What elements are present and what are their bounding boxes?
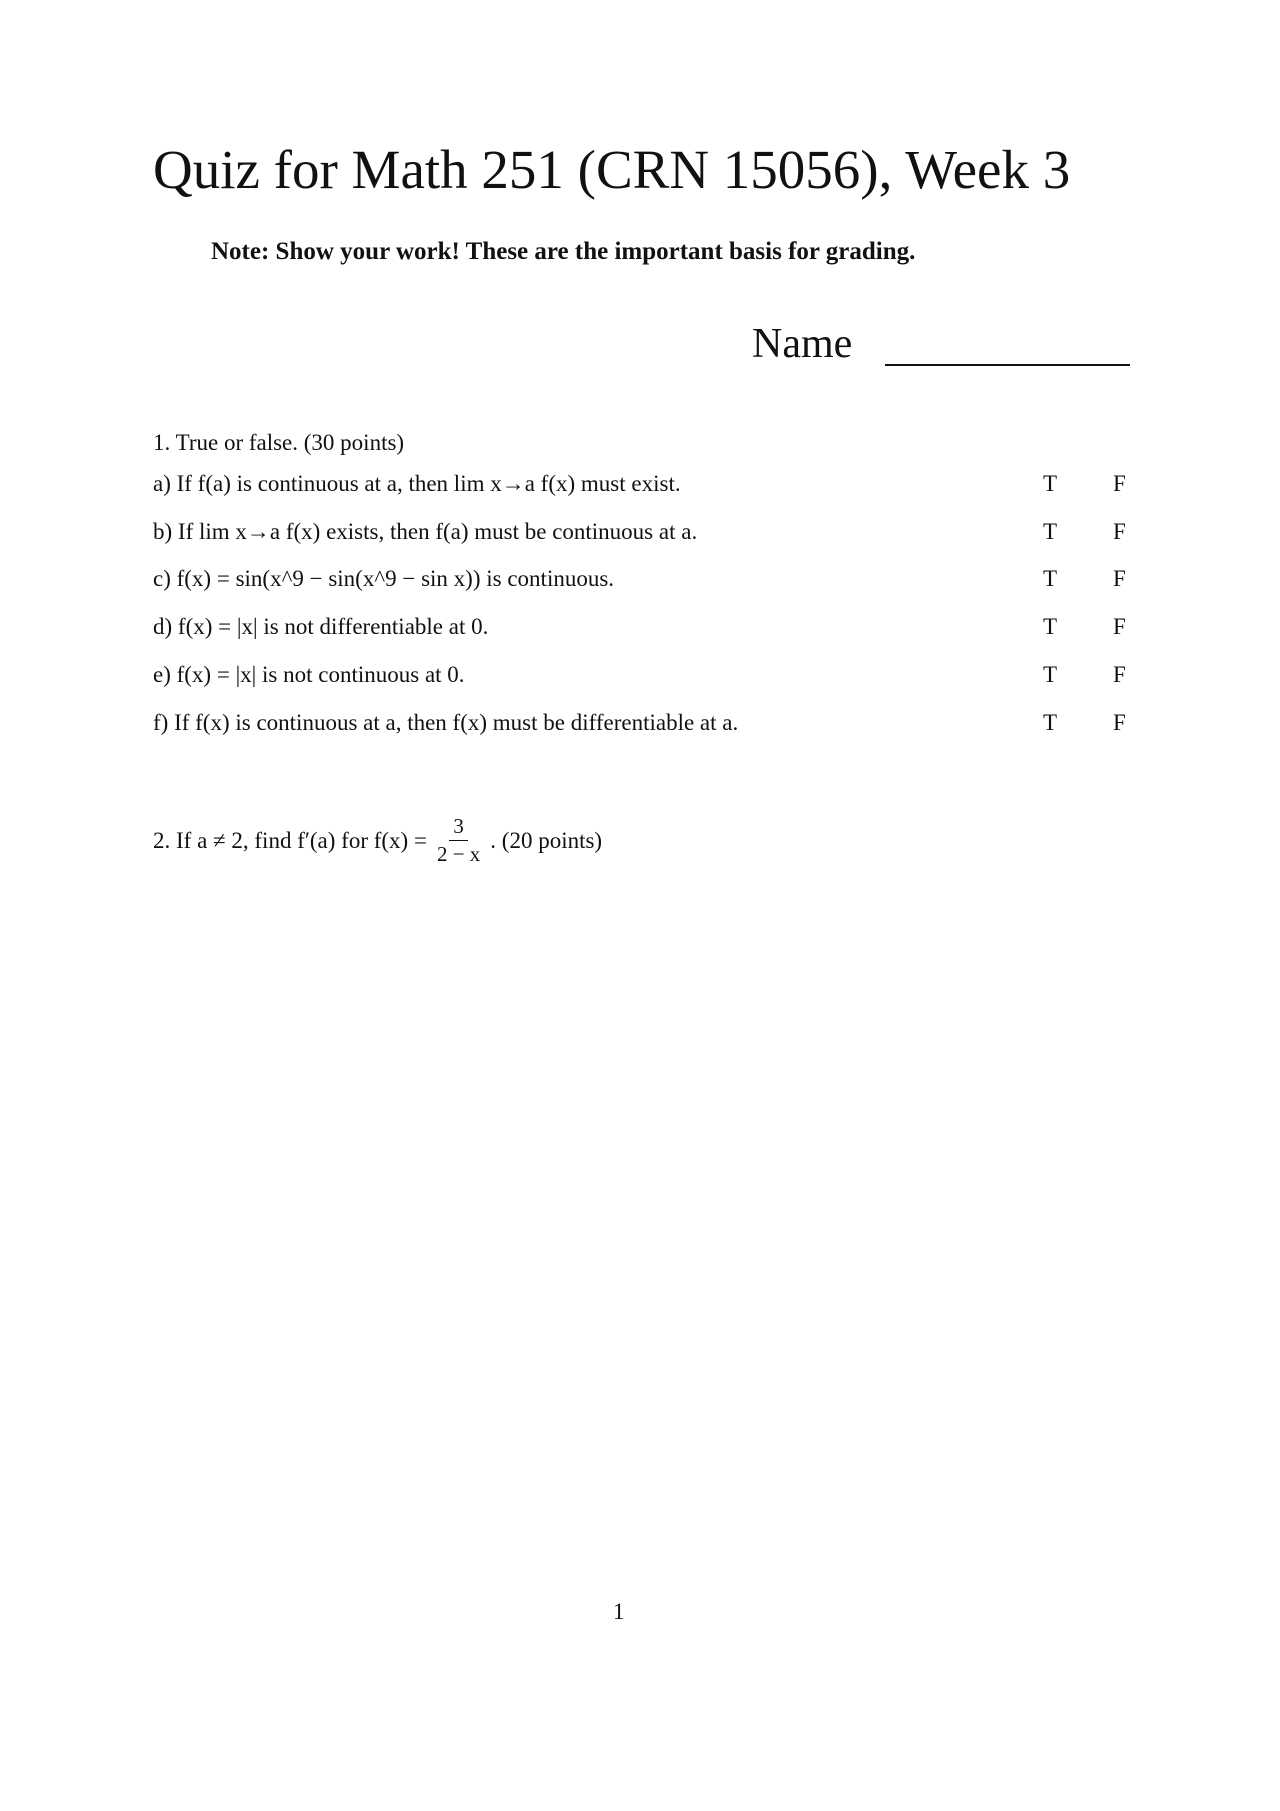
question-1d: d) f(x) = |x| is not differentiable at 0. (153, 614, 489, 639)
question-2 (153, 815, 602, 866)
grading-note: Note: Show your work! These are the important basis for grading. (211, 238, 916, 265)
true-option-c: T (1043, 566, 1058, 591)
question-1a: a) If f(a) is continuous at a, then lim x→a f(x) must exist. (153, 471, 681, 496)
true-option-e: T (1043, 662, 1058, 687)
question-1-heading: 1. True or false. (30 points) (153, 430, 405, 455)
fraction-denominator: 2 − x (436, 842, 481, 867)
true-option-d: T (1043, 614, 1058, 639)
name-label: Name (752, 321, 853, 367)
question-1c: c) f(x) = sin(x^9 − sin(x^9 − sin x)) is continuous. (153, 566, 615, 591)
question-2-prefix: 2. If a ≠ 2, find f′(a) for f(x) = (153, 827, 427, 853)
true-option-f: T (1043, 710, 1058, 735)
name-blank-line (885, 364, 1130, 366)
false-option-c: F (1113, 566, 1126, 591)
false-option-d: F (1113, 614, 1126, 639)
question-1e: e) f(x) = |x| is not continuous at 0. (153, 662, 465, 687)
question-1b: b) If lim x→a f(x) exists, then f(a) must be continuous at a. (153, 519, 698, 544)
false-option-e: F (1113, 662, 1126, 687)
page-title: Quiz for Math 251 (CRN 15056), Week 3 (153, 139, 1071, 200)
false-option-b: F (1113, 519, 1126, 544)
question-1f: f) If f(x) is continuous at a, then f(x) must be differentiable at a. (153, 710, 739, 735)
fraction-numerator: 3 (449, 815, 468, 841)
false-option-a: F (1113, 471, 1126, 496)
true-option-b: T (1043, 519, 1058, 544)
question-2-suffix: . (20 points) (490, 827, 603, 853)
page-number: 1 (613, 1599, 625, 1624)
question-2-fraction (433, 815, 484, 866)
true-option-a: T (1043, 471, 1058, 496)
false-option-f: F (1113, 710, 1126, 735)
